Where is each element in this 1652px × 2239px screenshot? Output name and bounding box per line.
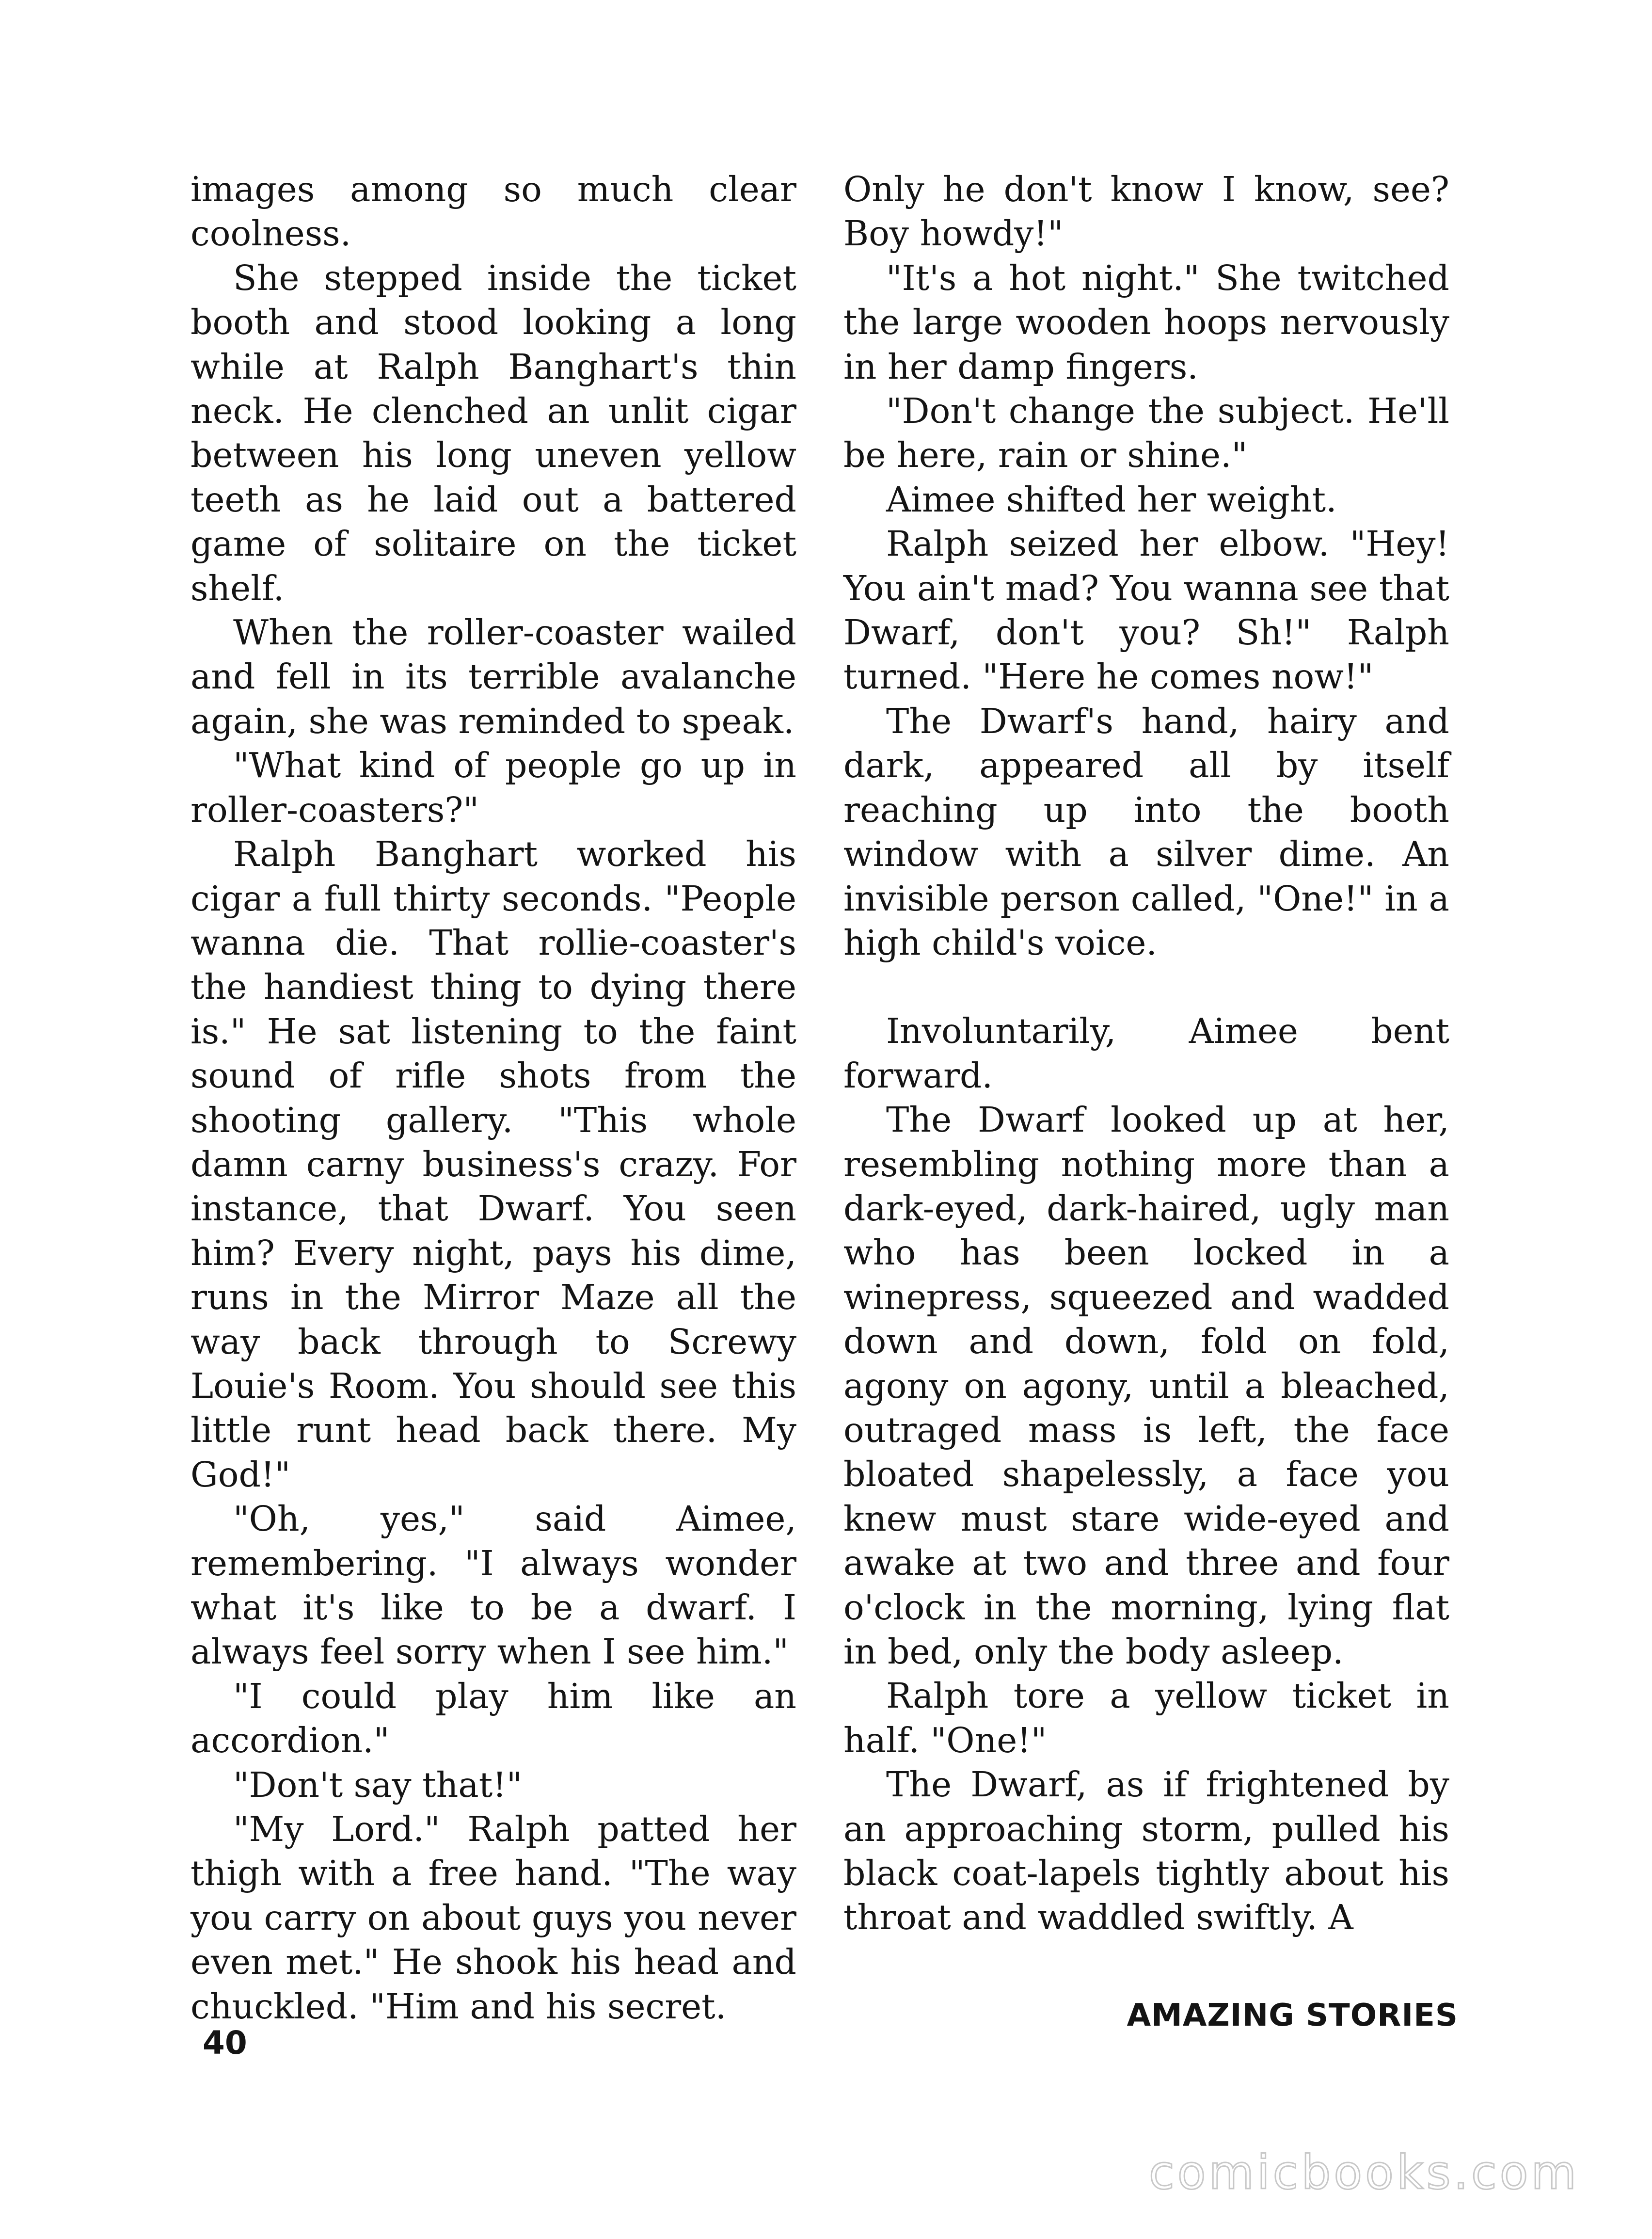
paragraph: "Oh, yes," said Aimee, remembering. "I always wonder what it's like to be a dwarf. I always feel sorry when I see him." — [191, 1499, 796, 1672]
paragraph: "Don't say that!" — [233, 1764, 523, 1805]
text-column-left — [191, 167, 796, 2029]
text-column-right — [843, 167, 1449, 1940]
paragraph: "I could play him like an accordion." — [191, 1676, 796, 1761]
paragraph: "My Lord." Ralph patted her thigh with a free hand. "The way you carry on about guys you never even met." He shook his head and chuckled. "Him and his secret. — [191, 1809, 796, 2027]
paragraph: "Don't change the subject. He'll be here, rain or shine." — [843, 391, 1449, 476]
paragraph: Ralph Banghart worked his cigar a full thirty seconds. "People wanna die. That rollie-coaster's the handiest thing to dying there is." He sat listening to the faint sound of rifle shots from the shooting gallery. "This whole damn carny business's crazy. For instance, that Dwarf. You seen him? Every night, pays his dime, runs in the Mirror Maze all the way back through to Screwy Louie's Room. You should see this little runt head back there. My God!" — [191, 834, 796, 1495]
paragraph: The Dwarf looked up at her, resembling nothing more than a dark-eyed, dark-haired, ugly man who has been locked in a winepress, squeezed and wadded down and down, fold on fold, agony on agony, until a bleached, outraged mass is left, the face bloated shapelessly, a face you knew must stare wide-eyed and awake at two and three and four o'clock in the morning, lying flat in bed, only the body asleep. — [843, 1100, 1449, 1672]
paragraph: The Dwarf's hand, hairy and dark, appeared all by itself reaching up into the booth window with a silver dime. An invisible person called, "One!" in a high child's voice. — [843, 701, 1449, 963]
paragraph: Involuntarily, Aimee bent forward. — [843, 1011, 1449, 1096]
paragraph: The Dwarf, as if frightened by an approaching storm, pulled his black coat-lapels tightly about his throat and waddled swiftly. A — [843, 1764, 1449, 1938]
watermark: comicbooks.com — [1148, 2145, 1579, 2200]
page-number: 40 — [203, 2024, 247, 2062]
paragraph: Aimee shifted her weight. — [886, 479, 1337, 520]
paragraph: images among so much clear coolness. — [191, 169, 796, 254]
paragraph: Ralph tore a yellow ticket in half. "One!" — [843, 1676, 1449, 1760]
paragraph: "It's a hot night." She twitched the large wooden hoops nervously in her damp fingers. — [843, 257, 1449, 387]
paragraph: Ralph seized her elbow. "Hey! You ain't mad? You wanna see that Dwarf, don't you? Sh!" Ralph turned. "Here he comes now!" — [843, 524, 1449, 697]
paragraph: Only he don't know I know, see? Boy howdy!" — [843, 169, 1449, 254]
paragraph: She stepped inside the ticket booth and stood looking a long while at Ralph Banghart's thin neck. He clenched an unlit cigar between his long uneven yellow teeth as he laid out a battered game of solitaire on the ticket shelf. — [191, 257, 796, 608]
magazine-title: AMAZING STORIES — [1127, 1998, 1458, 2033]
paragraph: "What kind of people go up in roller-coasters?" — [191, 745, 796, 830]
paragraph: When the roller-coaster wailed and fell in its terrible avalanche again, she was reminded to speak. — [191, 612, 796, 741]
